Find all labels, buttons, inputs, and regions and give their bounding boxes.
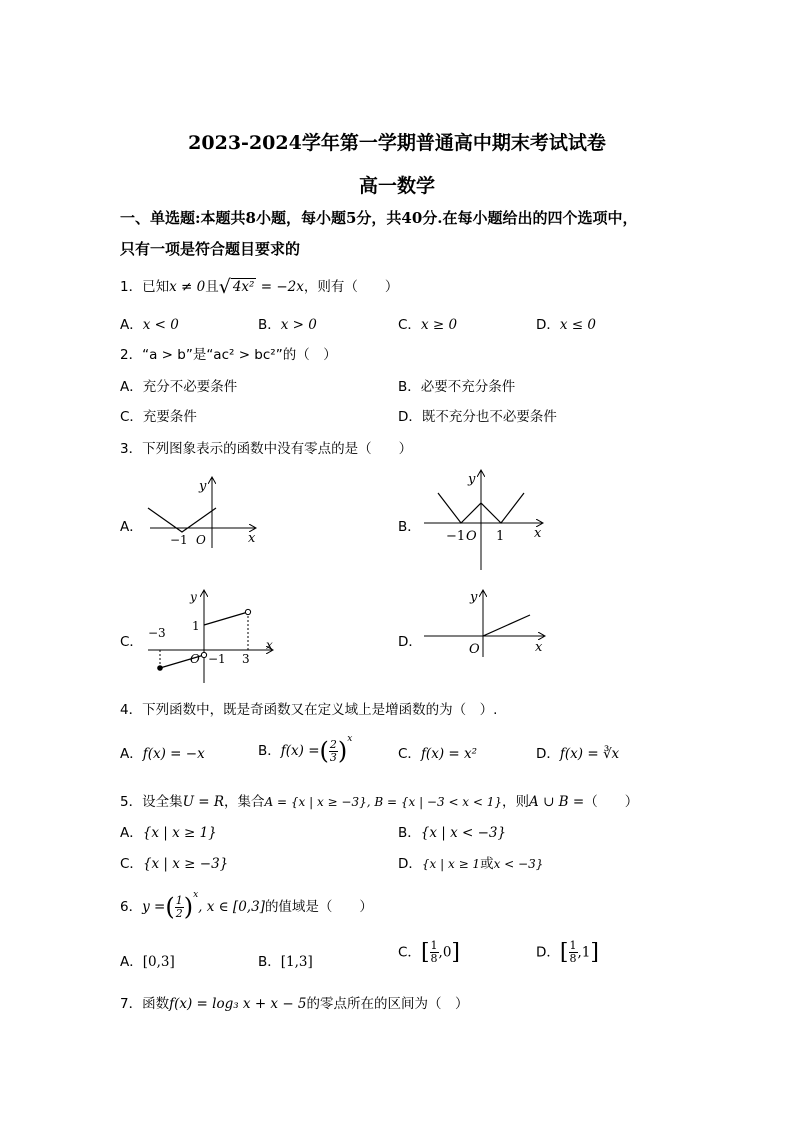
question-number: 2． [120,347,143,363]
option-b[interactable]: B．{x | x < −3} [398,825,507,841]
question-number: 4． [120,702,143,718]
tick-label: 1 [192,619,200,633]
origin-label: O [190,652,200,666]
option-c[interactable]: C．f(x) = x² [398,746,478,762]
option-c[interactable]: C．{x | x ≥ −3} [120,856,229,872]
x-label: x [535,640,543,655]
question-text: 下列函数中，既是奇函数又在定义域上是增函数的为（ ）. [142,702,498,718]
option-a[interactable]: A．充分不必要条件 [120,379,238,395]
origin-label: O [469,642,480,657]
tick-label: 3 [242,652,250,666]
tick-label: −1 [208,652,226,666]
question-4 [120,698,497,718]
option-c[interactable]: C． [120,634,143,650]
radicand: 4x² [232,279,255,295]
x-label: x [266,638,273,652]
question-5: 5．设全集U = R，集合A = {x | x ≥ −3}, B = {x | −3 < x < 1}，则A ∪ B =（ ） [120,794,639,810]
math-equation: = −2x [256,279,304,295]
open-point [201,652,206,657]
closed-point [157,665,163,671]
question-number: 1． [120,279,143,295]
sqrt-symbol: √ [218,276,231,298]
option-b[interactable]: B． [398,519,421,535]
option-a[interactable]: A．[0,3] [120,954,175,970]
option-d[interactable]: D．{x | x ≥ 1或x < −3} [398,856,544,872]
option-b[interactable]: B．[1,3] [258,954,313,970]
option-b[interactable]: B．必要不充分条件 [398,379,516,395]
tick-label: −1 [170,533,188,547]
y-label: y [190,590,197,604]
option-a[interactable]: A．f(x) = −x [120,746,205,762]
question-number: 7． [120,996,143,1012]
math-condition: x ≠ 0 [169,279,206,295]
option-b[interactable]: B．f(x) =( $\frac{2}{3}$ )$^x$ [258,734,353,765]
y-label: y [468,472,476,487]
option-d[interactable]: D．既不充分也不必要条件 [398,409,557,425]
option-d[interactable]: D． [398,634,422,650]
open-point [245,609,250,614]
question-3 [120,437,412,457]
question-text: ，则有（ ） [303,279,399,295]
graph-b [420,465,550,575]
tick-label: 1 [496,529,505,544]
option-c[interactable]: C．[ $\frac{1}{8}$ ,0] [398,939,461,965]
question-text: 下列图象表示的函数中没有零点的是（ ） [142,441,413,457]
question-2 [120,343,337,363]
option-c[interactable]: C．x ≥ 0 [398,317,458,333]
tick-label: −3 [148,626,166,640]
option-a[interactable]: A．x < 0 [120,317,179,333]
function-segment [204,612,248,625]
x-label: x [248,531,256,546]
question-text: “a > b”是“ac² > bc²”的（ ） [142,347,337,363]
question-number: 5． [120,794,143,810]
section-heading-line2: 只有一项是符合题目要求的 [120,240,301,258]
question-number: 3． [120,441,143,457]
option-d[interactable]: D．x ≤ 0 [536,317,597,333]
option-b[interactable]: B．x > 0 [258,317,317,333]
question-text: 且 [205,279,219,295]
question-7: 7．函数f(x) = log₃ x + x − 5的零点所在的区间为（ ） [120,996,469,1012]
graph-c [140,585,280,685]
question-1 [120,275,398,298]
option-d[interactable]: D．f(x) = ∛x [536,746,620,762]
x-label: x [534,526,542,541]
option-a[interactable]: A． [120,519,143,535]
question-text: 已知 [142,279,170,295]
page-title: 2023-2024学年第一学期普通高中期末考试试卷 [188,132,606,154]
option-c[interactable]: C．充要条件 [120,409,197,425]
section-heading-line1: 一、单选题:本题共8小题，每小题5分，共40分.在每小题给出的四个选项中， [120,209,638,227]
option-d[interactable]: D．[ $\frac{1}{8}$ ,1] [536,939,599,965]
origin-label: O [196,533,206,547]
question-number: 6． [120,899,143,915]
function-ray [483,615,530,636]
question-6: 6．y =( $\frac{1}{2}$ )$^x$, x ∈ [0,3]的值域是（ ） [120,890,373,921]
graph-d [420,585,550,660]
option-a[interactable]: A．{x | x ≥ 1} [120,825,217,841]
tick-label: −1 [446,529,466,544]
origin-label: O [466,529,477,544]
page-subtitle: 高一数学 [358,175,435,197]
y-label: y [199,479,207,494]
graph-a [140,470,270,550]
y-label: y [470,590,478,605]
